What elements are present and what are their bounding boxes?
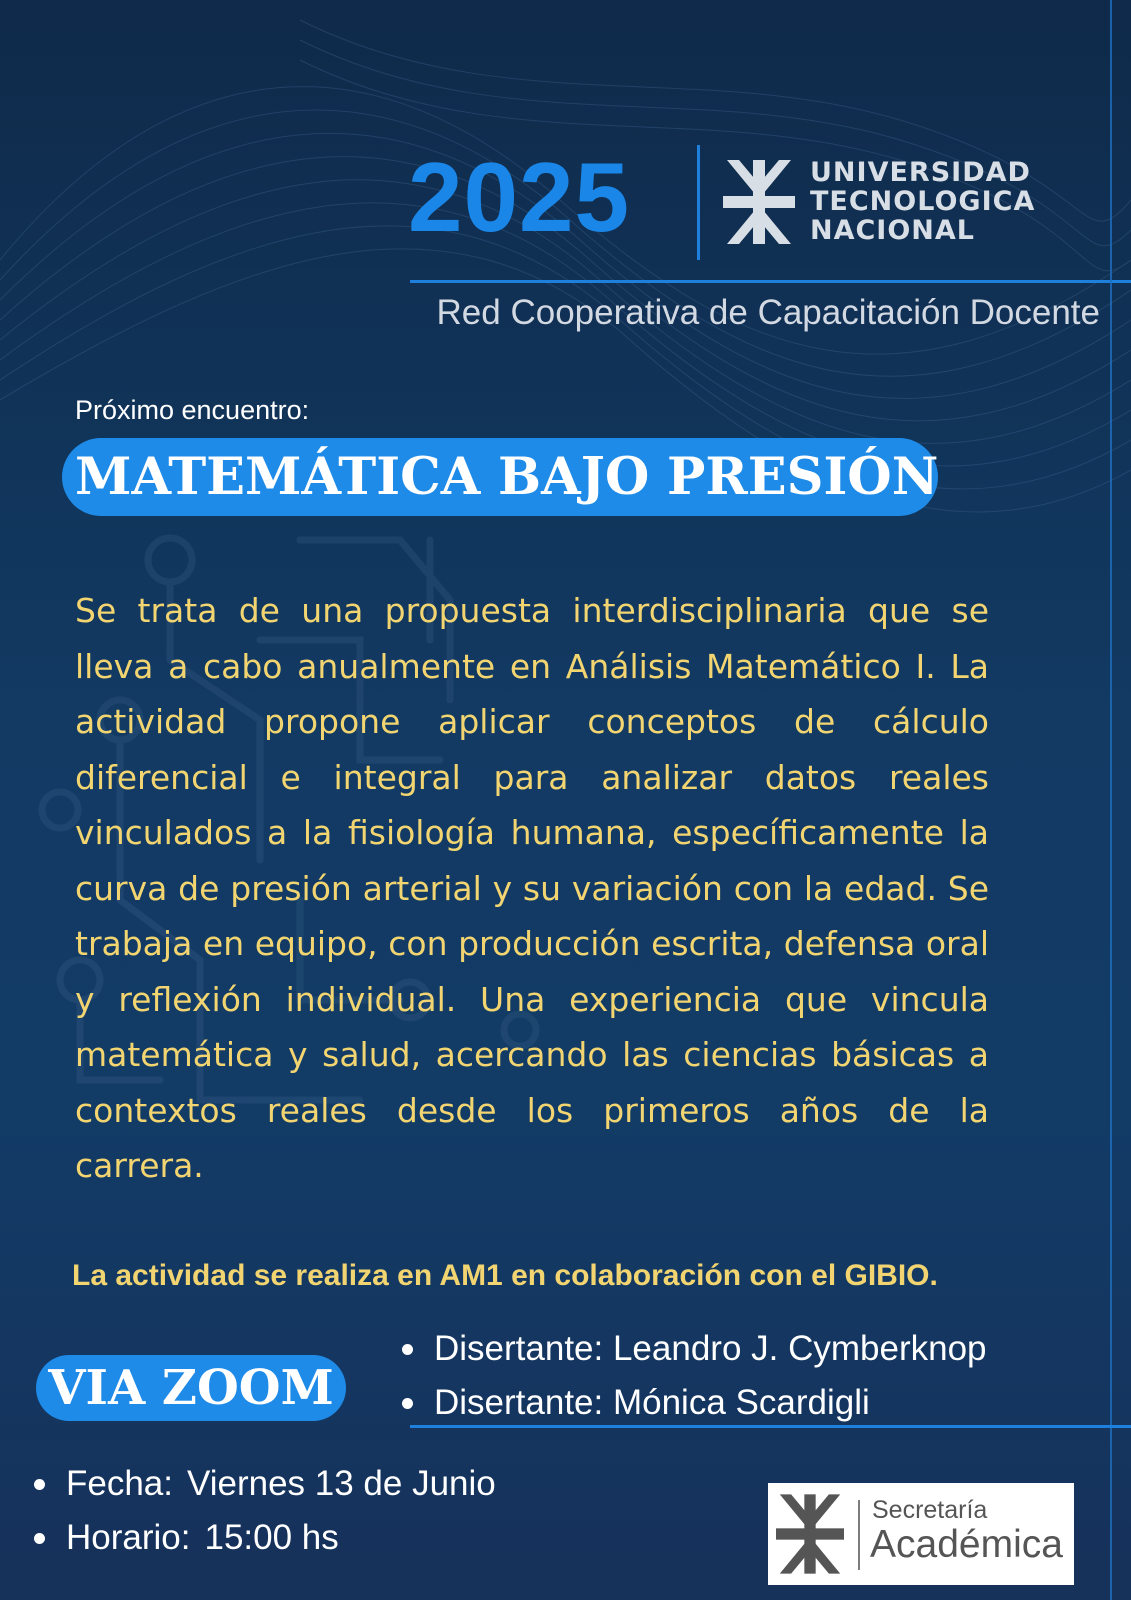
event-description: Se trata de una propuesta interdisciplinaria que se lleva a cabo anualmente en Análisis Matemático I. La actividad propone aplicar conceptos de cálculo diferencial e integral para analizar datos reales vinculados a la fisiología humana, específicamente la curva de presión arterial y su variación con la edad. Se trabaja en equipo, con producción escrita, defensa oral y reflexión individual. Una experiencia que vincula matemática y salud, acercando las ciencias básicas a contextos reales desde los primeros años de la carrera. <box>75 591 989 1185</box>
university-name-line: NACIONAL <box>810 215 976 246</box>
date-label: Fecha: <box>66 1464 173 1503</box>
event-title: MATEMÁTICA BAJO PRESIÓN <box>75 447 939 507</box>
secretaria-line2: Académica <box>870 1523 1063 1566</box>
network-name: Red Cooperativa de Capacitación Docente <box>436 293 1100 332</box>
header-rule <box>410 280 1131 283</box>
collaboration-note: La actividad se realiza en AM1 en colaboración con el GIBIO. <box>72 1259 938 1292</box>
university-name-line: TECNOLOGICA <box>810 186 1036 217</box>
secretaria-divider <box>858 1500 860 1570</box>
event-details-list <box>30 1457 496 1565</box>
modality-label: VIA ZOOM <box>48 1360 334 1416</box>
year-heading: 2025 <box>408 142 631 252</box>
secretaria-line1: Secretaría <box>872 1496 988 1524</box>
time-value: 15:00 hs <box>204 1518 339 1557</box>
header-divider <box>697 145 700 260</box>
utn-logo-icon <box>776 1493 844 1575</box>
right-edge-rule <box>1110 0 1112 1600</box>
time-item <box>30 1511 496 1565</box>
date-value: Viernes 13 de Junio <box>187 1464 496 1503</box>
next-meeting-label: Próximo encuentro: <box>75 395 310 425</box>
utn-logo-icon <box>723 160 795 244</box>
university-name-line: UNIVERSIDAD <box>810 157 1031 188</box>
speaker-item: Disertante: Mónica Scardigli <box>398 1376 987 1430</box>
date-item <box>30 1457 496 1511</box>
speakers-rule <box>410 1425 1131 1428</box>
speaker-item: Disertante: Leandro J. Cymberknop <box>398 1322 987 1376</box>
speakers-list <box>398 1322 987 1430</box>
time-label: Horario: <box>66 1518 191 1557</box>
university-name <box>810 158 1110 245</box>
